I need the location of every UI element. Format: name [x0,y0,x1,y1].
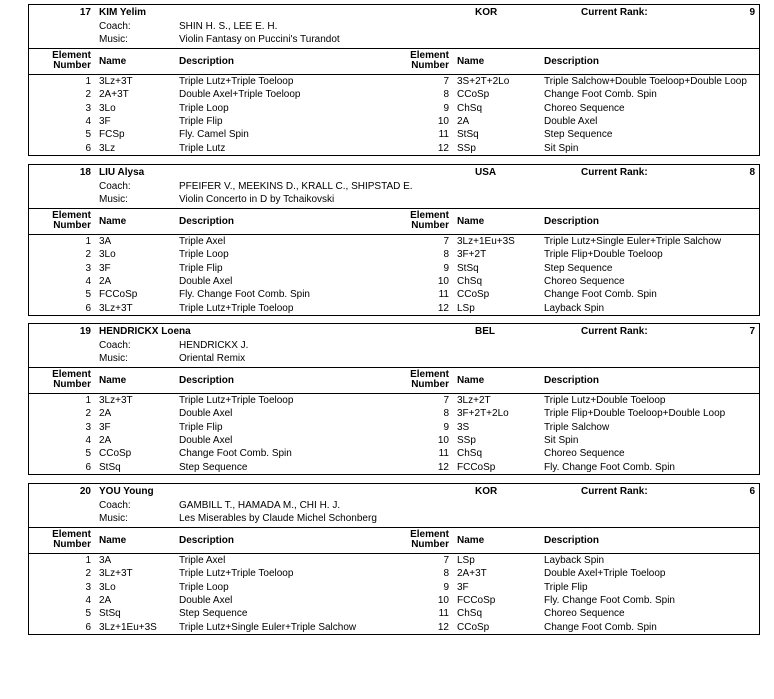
table-row [29,102,759,115]
element-header-line2: Number [53,220,91,231]
name-header: Name [457,535,485,546]
element-description: Step Sequence [179,608,248,620]
element-number: 8 [443,89,449,101]
element-description: Double Axel [544,115,598,127]
element-description: Triple Flip+Double Toeloop [544,249,663,261]
description-header: Description [179,216,235,227]
element-code: 2A+3T [99,89,129,101]
element-header-line1: Element [52,210,91,221]
element-code: SSp [457,434,476,446]
element-description: Double Axel+Triple Toeloop [544,568,666,580]
skater-header [29,165,759,209]
table-row [29,621,759,634]
table-row [29,275,759,288]
element-code: ChSq [457,275,483,287]
element-description: Triple Lutz [179,142,226,154]
element-header-line2: Number [411,539,449,550]
element-code: ChSq [457,608,483,620]
element-description: Triple Lutz+Single Euler+Triple Salchow [544,236,722,247]
element-number: 8 [443,249,449,261]
element-description: Triple Axel [179,555,226,566]
element-number: 3 [85,421,91,433]
element-code: 3Lz+1Eu+3S [457,236,515,247]
element-description: Double Axel [179,408,233,420]
name-header: Name [457,216,485,227]
element-code: 3F [457,581,469,593]
element-number: 6 [85,302,91,314]
start-number: 18 [79,167,91,178]
description-header: Description [544,56,600,67]
element-number: 9 [443,421,449,433]
music-label: Music: [99,353,128,364]
coach-value: SHIN H. S., LEE E. H. [179,21,278,32]
table-row [29,262,759,275]
element-header-line2: Number [53,539,91,550]
element-code: 3Lo [99,581,116,593]
element-number: 12 [437,142,449,154]
elements-table-body [29,75,759,155]
element-code: CCoSp [457,89,490,101]
element-description: Step Sequence [544,262,613,274]
element-number: 12 [437,302,449,314]
element-number: 2 [85,568,91,580]
description-header: Description [544,375,600,386]
element-description: Choreo Sequence [544,275,625,287]
element-description: Layback Spin [544,555,605,566]
element-description: Choreo Sequence [544,448,625,460]
element-code: FCCoSp [457,594,496,606]
element-description: Choreo Sequence [544,102,625,114]
element-description: Double Axel [179,594,233,606]
elements-table-body [29,394,759,474]
element-number: 5 [85,448,91,460]
element-description: Triple Flip [544,581,588,593]
element-header-line1: Element [52,529,91,540]
element-description: Fly. Change Foot Comb. Spin [544,461,675,473]
element-code: StSq [457,129,479,141]
element-header-line2: Number [411,379,449,390]
name-header: Name [99,216,127,227]
name-header: Name [457,56,485,67]
element-description: Sit Spin [544,142,579,154]
element-number: 5 [85,129,91,141]
element-number: 1 [85,395,91,406]
elements-table-header [29,368,759,394]
element-code: FCSp [99,129,125,141]
name-header: Name [99,375,127,386]
coach-value: GAMBILL T., HAMADA M., CHI H. J. [179,500,341,511]
start-number: 19 [79,326,91,337]
music-label: Music: [99,34,128,45]
current-rank-label: Current Rank: [581,167,648,178]
element-description: Change Foot Comb. Spin [544,89,657,101]
element-code: StSq [99,608,121,620]
element-number-header [29,370,91,390]
element-description: Triple Salchow+Double Toeloop+Double Loop [544,76,747,87]
element-number: 1 [85,555,91,566]
current-rank-value: 9 [749,7,755,18]
skater-name: HENDRICKX Loena [99,326,191,337]
element-header-line2: Number [411,220,449,231]
element-number-header [29,211,91,231]
coach-value: PFEIFER V., MEEKINS D., KRALL C., SHIPSTAD E. [179,181,413,192]
element-description: Triple Lutz+Triple Toeloop [179,302,294,314]
current-rank-value: 6 [749,486,755,497]
table-row [29,142,759,155]
element-number: 8 [443,408,449,420]
element-code: StSq [99,461,121,473]
element-number: 9 [443,262,449,274]
element-number: 2 [85,408,91,420]
element-code: FCCoSp [99,289,138,301]
table-row [29,407,759,420]
element-code: 2A [99,594,112,606]
element-number: 12 [437,621,449,633]
element-header-line1: Element [410,369,449,380]
element-code: 3A [99,236,112,247]
skater-header [29,5,759,49]
element-number: 4 [85,115,91,127]
element-description: Double Axel [179,434,233,446]
element-number: 4 [85,434,91,446]
element-code: 3S [457,421,470,433]
nation-code: USA [475,167,497,178]
element-description: Triple Flip [179,262,223,274]
element-number: 2 [85,249,91,261]
name-header: Name [457,375,485,386]
element-number: 3 [85,262,91,274]
element-description: Triple Lutz+Triple Toeloop [179,395,294,406]
element-code: 2A [99,275,112,287]
table-row [29,302,759,315]
element-code: CCoSp [99,448,132,460]
element-description: Double Axel [179,275,233,287]
element-description: Change Foot Comb. Spin [179,448,292,460]
table-row [29,248,759,261]
element-code: 3Lz+2T [457,395,491,406]
element-description: Change Foot Comb. Spin [544,621,657,633]
skater-block [28,483,760,635]
element-description: Choreo Sequence [544,608,625,620]
element-number-header [379,211,449,231]
table-row [29,607,759,620]
element-number: 11 [438,608,449,620]
coach-label: Coach: [99,181,131,192]
description-header: Description [544,216,600,227]
element-description: Triple Loop [179,249,229,261]
table-row [29,128,759,141]
element-code: 3F [99,115,111,127]
element-number: 4 [85,594,91,606]
element-code: 2A+3T [457,568,487,580]
description-header: Description [179,375,235,386]
table-row [29,461,759,474]
table-row [29,581,759,594]
element-description: Triple Flip [179,421,223,433]
music-value: Violin Concerto in D by Tchaikovski [179,194,335,205]
element-code: CCoSp [457,621,490,633]
nation-code: KOR [475,7,498,18]
nation-code: BEL [475,326,495,337]
element-number: 11 [438,129,449,141]
element-code: 3Lo [99,102,116,114]
description-header: Description [179,56,235,67]
element-header-line1: Element [52,50,91,61]
element-code: CCoSp [457,289,490,301]
element-code: 3S+2T+2Lo [457,76,510,87]
element-code: 3F [99,421,111,433]
element-description: Double Axel+Triple Toeloop [179,89,301,101]
element-code: 2A [99,408,112,420]
element-number: 9 [443,102,449,114]
element-code: 3Lo [99,249,116,261]
table-row [29,421,759,434]
element-description: Triple Loop [179,102,229,114]
element-description: Fly. Camel Spin [179,129,249,141]
element-header-line2: Number [411,60,449,71]
skater-header [29,324,759,368]
element-number: 4 [85,275,91,287]
element-code: 3Lz+3T [99,76,133,87]
current-rank-value: 7 [749,326,755,337]
element-header-line1: Element [410,529,449,540]
current-rank-value: 8 [749,167,755,178]
element-number: 12 [437,461,449,473]
music-value: Oriental Remix [179,353,246,364]
element-description: Triple Axel [179,236,226,247]
element-number: 10 [437,275,449,287]
table-row [29,447,759,460]
name-header: Name [99,56,127,67]
element-number: 6 [85,142,91,154]
element-number-header [29,51,91,71]
element-number: 7 [443,555,449,566]
element-header-line1: Element [410,50,449,61]
element-description: Layback Spin [544,302,605,314]
element-code: 3F+2T+2Lo [457,408,509,420]
start-number: 17 [79,7,91,18]
element-number: 1 [85,236,91,247]
skater-block [28,4,760,156]
element-number: 6 [85,461,91,473]
element-code: ChSq [457,448,483,460]
elements-table-header [29,209,759,235]
element-code: ChSq [457,102,483,114]
table-row [29,88,759,101]
current-rank-label: Current Rank: [581,7,648,18]
element-code: FCCoSp [457,461,496,473]
coach-label: Coach: [99,500,131,511]
element-code: 2A [99,434,112,446]
element-number: 10 [437,115,449,127]
skater-block [28,323,760,475]
element-description: Change Foot Comb. Spin [544,289,657,301]
table-row [29,394,759,407]
music-value: Violin Fantasy on Puccini's Turandot [179,34,340,45]
music-value: Les Miserables by Claude Michel Schonberg [179,513,377,524]
current-rank-label: Current Rank: [581,486,648,497]
elements-table-body [29,235,759,315]
element-number: 7 [443,76,449,87]
element-code: 3Lz+3T [99,302,133,314]
element-description: Step Sequence [544,129,613,141]
element-code: StSq [457,262,479,274]
element-number: 5 [85,608,91,620]
element-description: Triple Lutz+Triple Toeloop [179,76,294,87]
elements-table-body [29,554,759,634]
skater-name: YOU Young [99,486,154,497]
element-number: 11 [438,448,449,460]
element-number: 6 [85,621,91,633]
skater-block [28,164,760,316]
table-row [29,567,759,580]
element-description: Triple Salchow [544,421,610,433]
element-code: 3Lz+3T [99,568,133,580]
element-description: Triple Loop [179,581,229,593]
element-number: 11 [438,289,449,301]
element-number: 10 [437,594,449,606]
element-number-header [379,51,449,71]
element-code: 3F [99,262,111,274]
element-code: SSp [457,142,476,154]
element-number: 3 [85,102,91,114]
element-header-line1: Element [52,369,91,380]
table-row [29,288,759,301]
coach-value: HENDRICKX J. [179,340,249,351]
element-header-line1: Element [410,210,449,221]
start-number: 20 [79,486,91,497]
name-header: Name [99,535,127,546]
element-number: 2 [85,89,91,101]
elements-table-header [29,49,759,75]
element-description: Fly. Change Foot Comb. Spin [544,594,675,606]
element-description: Step Sequence [179,461,248,473]
table-row [29,554,759,567]
element-number: 7 [443,395,449,406]
skater-header [29,484,759,528]
element-number: 8 [443,568,449,580]
current-rank-label: Current Rank: [581,326,648,337]
element-number: 5 [85,289,91,301]
skater-name: KIM Yelim [99,7,147,18]
coach-label: Coach: [99,21,131,32]
element-number: 10 [437,434,449,446]
description-header: Description [179,535,235,546]
table-row [29,75,759,88]
table-row [29,594,759,607]
table-row [29,235,759,248]
element-description: Sit Spin [544,434,579,446]
element-number: 3 [85,581,91,593]
description-header: Description [544,535,600,546]
table-row [29,434,759,447]
table-row [29,115,759,128]
element-number-header [379,530,449,550]
element-description: Triple Flip+Double Toeloop+Double Loop [544,408,726,420]
element-description: Triple Lutz+Double Toeloop [544,395,666,406]
element-header-line2: Number [53,379,91,390]
element-code: 3A [99,555,112,566]
nation-code: KOR [475,486,498,497]
element-description: Triple Flip [179,115,223,127]
element-number: 1 [85,76,91,87]
element-description: Triple Lutz+Single Euler+Triple Salchow [179,621,357,633]
element-code: LSp [457,555,475,566]
element-description: Triple Lutz+Triple Toeloop [179,568,294,580]
element-number-header [379,370,449,390]
elements-table-header [29,528,759,554]
coach-label: Coach: [99,340,131,351]
element-header-line2: Number [53,60,91,71]
music-label: Music: [99,513,128,524]
element-number: 9 [443,581,449,593]
element-code: 3Lz [99,142,116,154]
element-code: 3Lz+3T [99,395,133,406]
element-number-header [29,530,91,550]
element-code: 2A [457,115,470,127]
skater-name: LIU Alysa [99,167,145,178]
music-label: Music: [99,194,128,205]
element-number: 7 [443,236,449,247]
element-code: LSp [457,302,475,314]
element-description: Fly. Change Foot Comb. Spin [179,289,310,301]
element-code: 3Lz+1Eu+3S [99,621,157,633]
element-code: 3F+2T [457,249,487,261]
